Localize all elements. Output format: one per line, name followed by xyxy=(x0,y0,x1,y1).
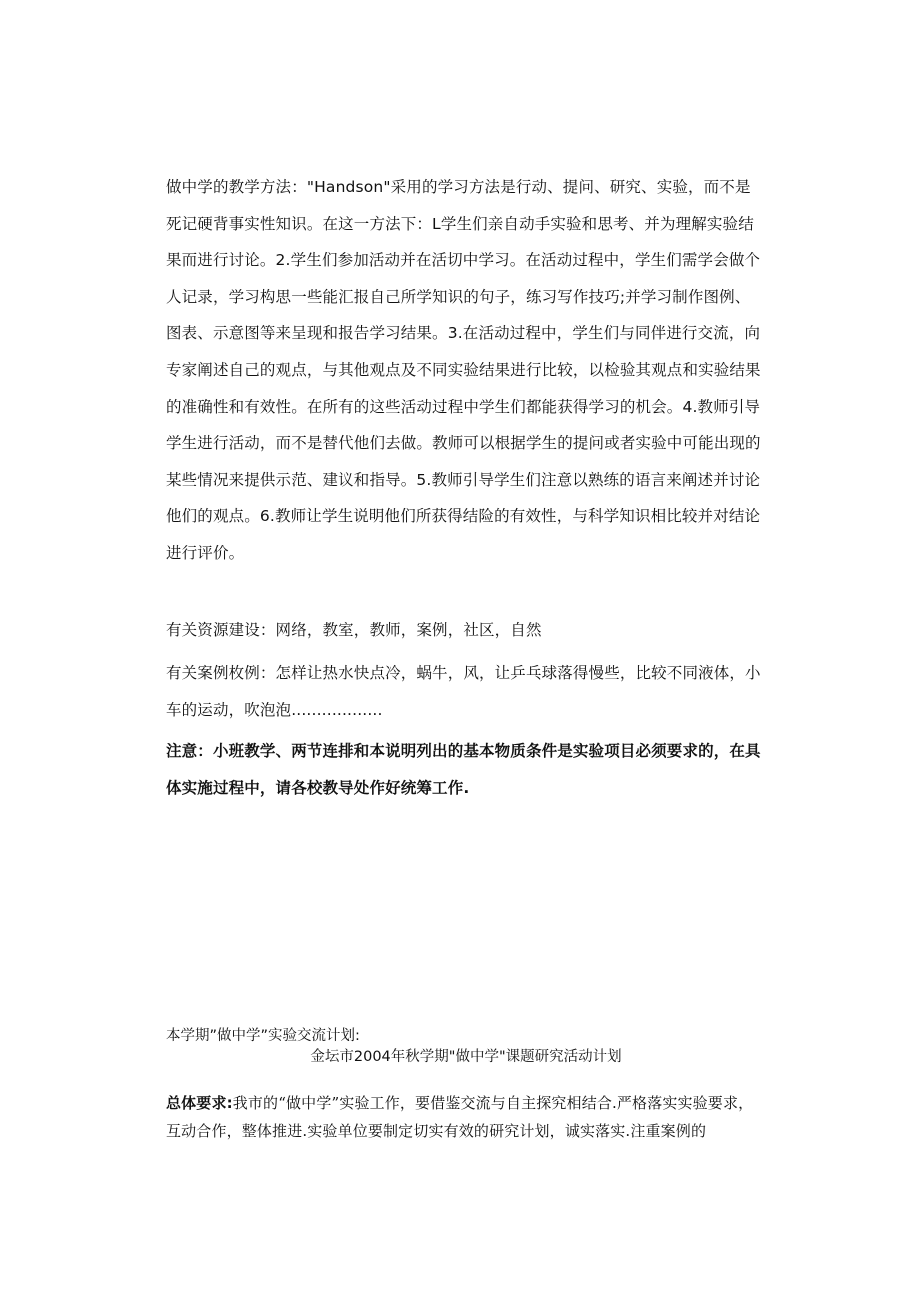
plan-heading: 本学期”做中学”实验交流计划: xyxy=(166,1028,360,1044)
resources-paragraph: 有关资源建设：网络，教室，教师，案例，社区，自然 xyxy=(166,621,542,639)
plan-subtitle: 金坛市2004年秋学期"做中学"课题研究活动计划 xyxy=(310,1049,622,1065)
requirements-paragraph xyxy=(166,1089,766,1145)
cases-paragraph: 有关案例枚例：怎样让热水快点冷，蜗牛，风，让乒乓球落得慢些，比较不同液体，小车的运动，吹泡泡.................. xyxy=(166,664,761,719)
requirements-text: 我市的“做中学”实验工作，要借鉴交流与自主探究相结合.严格落实实验要求，互动合作，整体推进.实验单位要制定切实有效的研究计划，诚实落实.注重案例的 xyxy=(166,1094,754,1140)
teaching-method-paragraph: 做中学的教学方法："Handson"采用的学习方法是行动、提问、研究、实验，而不是死记硬背事实性知识。在这一方法下：L学生们亲自动手实验和思考、并为理解实验结果而进行讨论。2.学生们参加活动并在活切中学习。在活动过程中，学生们需学会做个人记录，学习构思一些能汇报自己所学知识的句子，练习写作技巧;并学习制作图例、图表、示意图等来呈现和报告学习结果。3.在活动过程中，学生们与同伴进行交流，向专家阐述自己的观点，与其他观点及不同实验结果进行比较，以检验其观点和实验结果的准确性和有效性。在所有的这些活动过程中学生们都能获得学习的机会。4.教师引导学生进行活动，而不是替代他们去做。教师可以根据学生的提问或者实验中可能出现的某些情况来提供示范、建议和指导。5.教师引导学生们注意以熟练的语言来阐述并讨论他们的观点。6.教师让学生说明他们所获得结险的有效性，与科学知识相比较并对结论进行评价。 xyxy=(166,178,761,562)
note-paragraph: 注意：小班教学、两节连排和本说明列出的基本物质条件是实验项目必须要求的，在具体实施过程中，请各校教导处作好统筹工作. xyxy=(166,742,761,797)
requirements-label: 总体要求: xyxy=(166,1094,233,1112)
